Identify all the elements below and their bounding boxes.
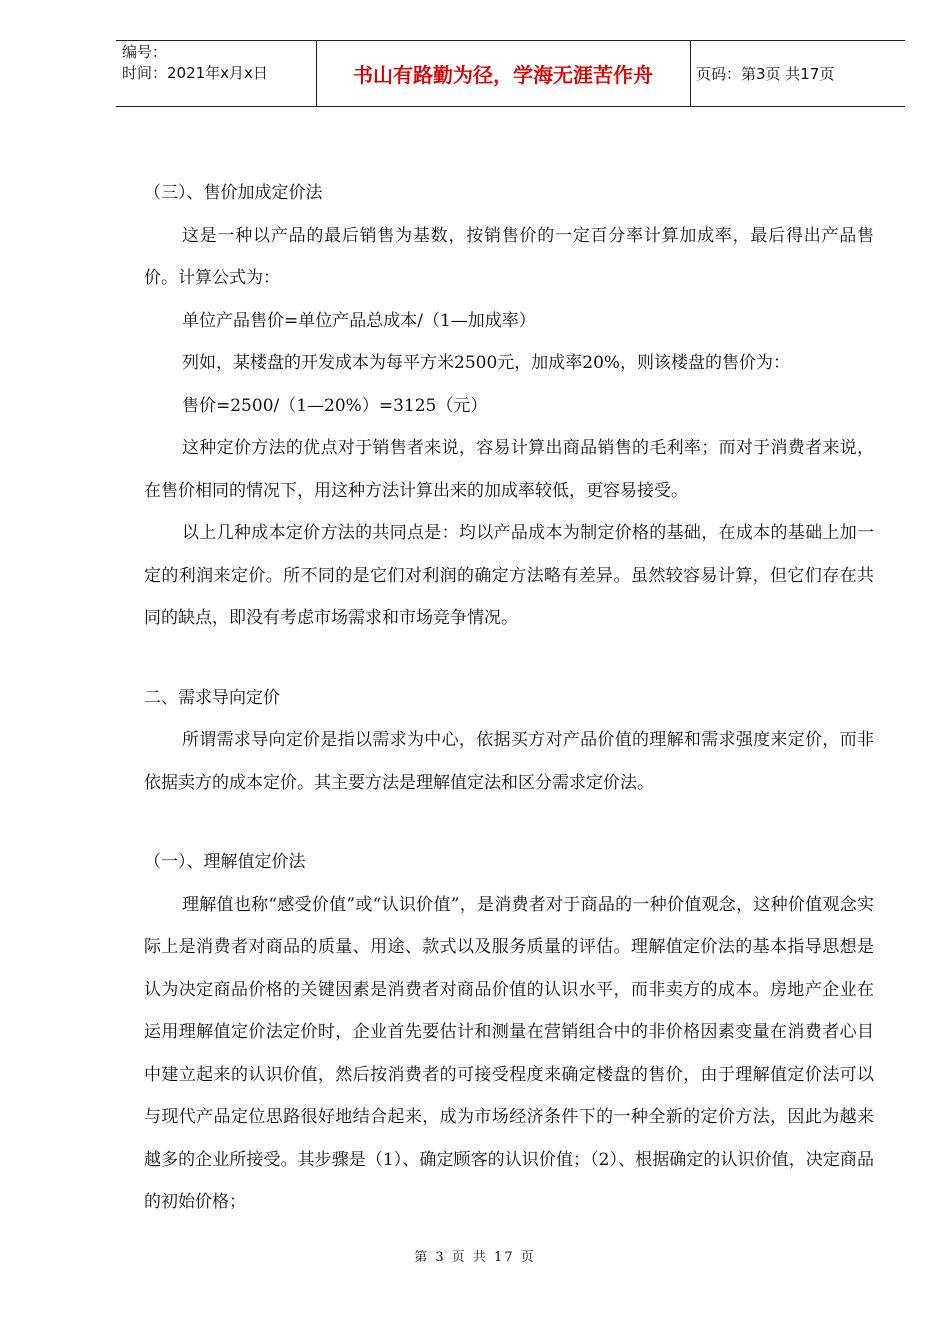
paragraph-perceived-value: 理解值也称“感受价值”或“认识价值”，是消费者对于商品的一种价值观念，这种价值观念实际上是消费者对商品的质量、用途、款式以及服务质量的评估。理解值定价法的基本指导思想是认为决定商品价格的关键因素是消费者对商品价值的认识水平，而非卖方的成本。房地产企业在运用理解值定价法定价时，企业首先要估计和测量在营销组合中的非价格因素变量在消费者心目中建立起来的认识价值，然后按消费者的可接受程度来确定楼盘的售价，由于理解值定价法可以与现代产品定位思路很好地结合起来，成为市场经济条件下的一种全新的定价方法，因此为越来越多的企业所接受。其步骤是（1）、确定顾客的认识价值；（2）、根据确定的认识价值，决定商品的初始价格； xyxy=(144,894,874,1212)
paragraph-advantages: 这种定价方法的优点对于销售者来说，容易计算出商品销售的毛利率；而对于消费者来说，在售价相同的情况下，用这种方法计算出来的加成率较低，更容易接受。 xyxy=(144,438,874,501)
paragraph-demand-pricing: 所谓需求导向定价是指以需求为中心，依据买方对产品价值的理解和需求强度来定价，而非依据卖方的成本定价。其主要方法是理解值定法和区分需求定价法。 xyxy=(144,730,874,793)
document-number-label: 编号： xyxy=(122,43,168,61)
section-heading-perceived-value: （一）、理解值定价法 xyxy=(144,852,306,872)
formula-unit-price: 单位产品售价=单位产品总成本/（1—加成率） xyxy=(182,310,536,331)
section-heading-markup-pricing: （三）、售价加成定价法 xyxy=(144,183,323,203)
header-divider-right xyxy=(690,40,691,107)
header-meta xyxy=(122,42,268,84)
page-header xyxy=(116,40,905,108)
paragraph-cost-methods-summary: 以上几种成本定价方法的共同点是：均以产品成本为制定价格的基础，在成本的基础上加一定的利润来定价。所不同的是它们对利润的确定方法略有差异。虽然较容易计算，但它们存在共同的缺点，即没有考虑市场需求和市场竞争情况。 xyxy=(144,523,874,628)
formula-example-price: 售价=2500/（1—20%）=3125（元） xyxy=(182,395,488,416)
section-heading-demand-pricing: 二、需求导向定价 xyxy=(144,687,280,708)
document-time-label: 时间：2021年x月x日 xyxy=(122,64,268,82)
header-page-label: 页码：第3页 共17页 xyxy=(696,65,835,83)
paragraph-markup-intro: 这是一种以产品的最后销售为基数，按销售价的一定百分率计算加成率，最后得出产品售价。计算公式为： xyxy=(144,225,874,288)
document-body xyxy=(144,172,874,1224)
page-footer: 第 3 页 共 17 页 xyxy=(414,1250,536,1265)
paragraph-example: 列如，某楼盘的开发成本为每平方米2500元，加成率20%，则该楼盘的售价为： xyxy=(182,353,791,373)
section-spacer xyxy=(144,640,874,677)
header-motto: 书山有路勤为径，学海无涯苦作舟 xyxy=(353,63,653,87)
section-spacer xyxy=(144,804,874,841)
